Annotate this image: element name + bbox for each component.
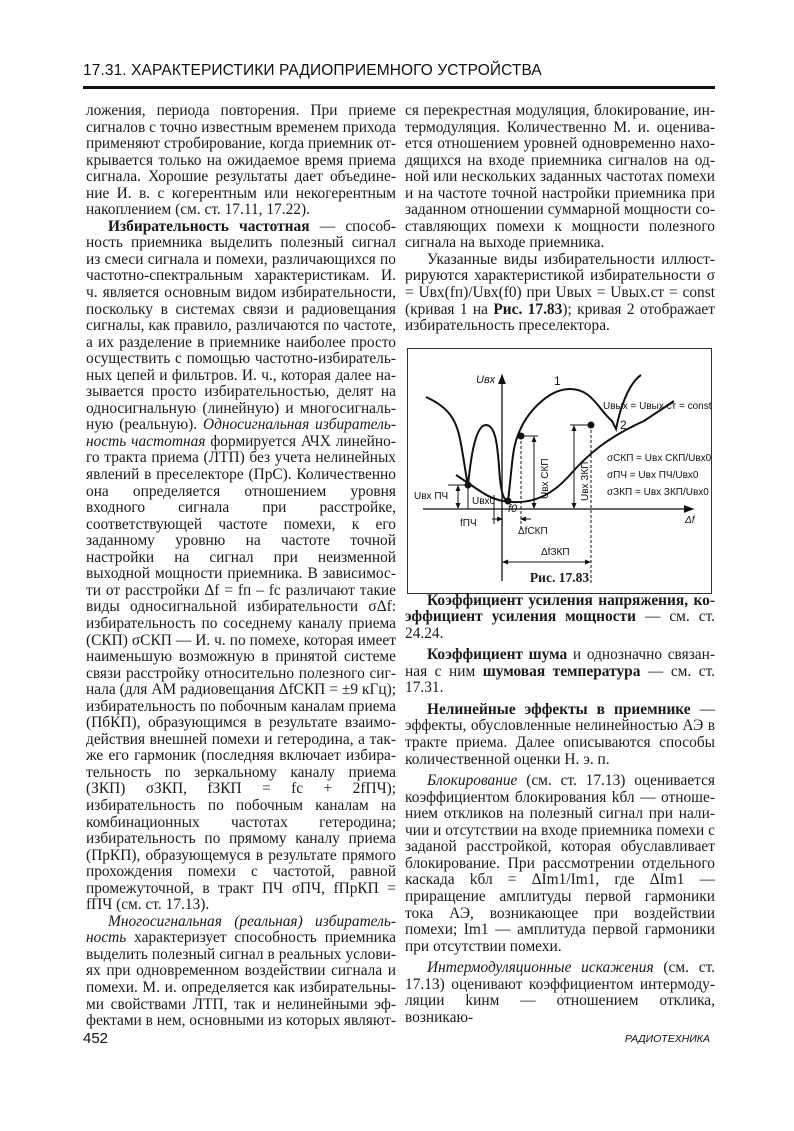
equation-zkp: σЗКП = Uвх ЗКП/Uвх0 [607,487,709,498]
u-skp-label: Uвх СКП [540,458,551,499]
f0-label: f0 [508,503,518,515]
condition-label: Uвых = Uвых ст = const [603,401,712,412]
term-italic: Блокирование [427,772,518,790]
selectivity-diagram [408,349,713,595]
page-number: 452 [83,1030,109,1047]
paragraph-figure-ref: Указанные виды избирательности иллюстрируются характеристикой избирательности σ = Uвх(fп)/Uвх(f0) при Uвых = Uвых.ст = const (кривая 1 на Рис. 17.83); кривая 2 отображает избирательность преселектора. [405,250,715,335]
u-pch-label: Uвх ПЧ [414,491,449,502]
paragraph-gain: Коэффициент усиления напряжения, коэффициент усиления мощности — см. ст. 24.24. [405,591,715,642]
curve-1-label: 1 [554,374,561,388]
left-column [86,103,396,1030]
term: Избирательность частотная [108,217,310,235]
term-italic: Интермодуляционные искажения [427,959,654,977]
equation-pch: σПЧ = Uвх ПЧ/Uвх0 [607,470,699,481]
running-header: 17.31. ХАРАКТЕРИСТИКИ РАДИОПРИЕМНОГО УСТРОЙСТВА [83,62,542,79]
df-skp-label: ΔfСКП [518,526,548,537]
term: Нелинейные эффекты в приемнике [427,700,691,718]
header-rule [83,86,715,89]
term-italic: Односигнальная избирательность частотная [86,416,396,450]
f-pch-label: fПЧ [460,518,477,529]
term: Коэффициент усиления напряжения, коэффициент усиления мощности [405,591,715,626]
u-0-label: Uвх0 [472,496,496,507]
term: Коэффициент шума [427,646,568,664]
figure-17-83 [407,348,712,594]
y-axis-label: Uвх [476,374,496,386]
paragraph-nonlinear: Нелинейные эффекты в приемнике — эффекты, обусловленные нелинейностью АЭ в тракте приема. Далее описываются способы количественной оценки Н. э. п. [405,700,715,768]
term: шумовая температура [482,662,641,680]
curve-2-label: 2 [620,418,627,432]
paragraph-noise: Коэффициент шума и однозначно связанная с ним шумовая температура — см. ст. 17.31. [405,646,716,697]
paragraph-multisignal: Многосигнальная (реальная) избирательность характеризует способность приемника выделить полезный сигнал в реальных условиях при одновременном воздействии сигнала и помехи. М. и. определяется как избирательными свойствами ЛТП, так и нелинейными эффектами в нем, основными из которых являют- [86,912,396,1030]
x-axis-label: Δf [685,515,695,526]
df-zkp-label: ΔfЗКП [541,547,570,558]
paragraph-selectivity: Избирательность частотная — способность приемника выделить полезный сигнал из смеси сигнала и помехи, различающихся по частотно-спектральным характеристикам. И. ч. является основным видом избирательности, поскольку в системах связи и радиовещания сигналы, как правило, различаются по частоте, а их разделение в приемнике наиболее просто осуществить с помощью частотно-избирательных цепей и фильтров. И. ч., которая далее называется просто избирательностью, делят на односигнальную (линейную) и многосигнальную (реальную). Односигнальная избирательность частотная формируется АЧХ линейного тракта приема (ЛТП) без учета нелинейных явлений в преселекторе (ПрС). Количественно она определяется отношением уровня входного сигнала при расстройке, соответствующей частоте помехи, к его заданному уровню на частоте точной настройки на сигнал при неизменной выходной мощности приемника. В зависимости от расстройки Δf = fп – fс различают такие виды односигнальной избирательности σΔf: избирательность по соседнему каналу приема (СКП) σСКП — И. ч. по помехе, которая имеет наименьшую возможную в принятой системе связи расстройку относительно полезного сигнала (для АМ радиовещания ΔfСКП = ±9 кГц); избирательность по побочным каналам приема (ПбКП), образующимся в результате взаимодействия внешней помехи и гетеродина, а также его гармоник (последняя включает избирательность по зеркальному каналу приема (ЗКП) σЗКП, fЗКП = fс + 2fПЧ); избирательность по побочным каналам на комбинационных частотах гетеродина; избирательность по прямому каналу приема (ПрКП), образующемуся в результате прямого прохождения помехи с частотой, равной промежуточной, в тракт ПЧ σПЧ, fПрКП = fПЧ (см. ст. 17.13). [86,217,396,914]
paragraph: ложения, периода повторения. При приеме сигналов с точно известным временем прихода применяют стробирование, когда приемник открывается только на ожидаемое время приема сигнала. Хорошие результаты дает объединение И. в. с когерентным или некогерентным накоплением (см. ст. 17.11, 17.22). [86,102,396,219]
paragraph-blocking: Блокирование (см. ст. 17.13) оценивается коэффициентом блокирования kбл — отношением откликов на полезный сигнал при наличии и отсутствии на входе приемника помехи с заданой расстройкой, которая обуславливает блокирование. При рассмотрении отдельного каскада kбл = ΔIm1/Im1, где ΔIm1 — приращение амплитуды первой гармоники тока АЭ, возникающее при воздействии помехи; Im1 — амплитуда первой гармоники при отсутствии помехи. [405,772,715,955]
paragraph-intermod: Интермодуляционные искажения (см. ст. 17.13) оценивают коэффициентом интермодуляции kинм — отношением отклика, возникаю- [405,959,715,1026]
figure-caption: Рис. 17.83 [529,570,590,585]
figure-reference-link[interactable]: Рис. 17.83 [493,300,563,318]
book-title: РАДИОТЕХНИКА [624,1033,710,1045]
term-italic: Многосигнальная (реальная) избирательность [86,912,396,947]
paragraph: ся перекрестная модуляция, блокирование, интермодуляция. Количественно М. и. оценивается отношением уровней одновременно находящихся на входе приемника сигналов на одной или нескольких заданных частотах помехи и на частоте точной настройки приемника при заданном отношении суммарной мощности составляющих помехи к мощности полезного сигнала на выходе приемника. [405,102,715,252]
equation-skp: σСКП = Uвх СКП/Uвх0 [607,453,712,464]
u-zkp-label: Uвх ЗКП [580,461,591,501]
